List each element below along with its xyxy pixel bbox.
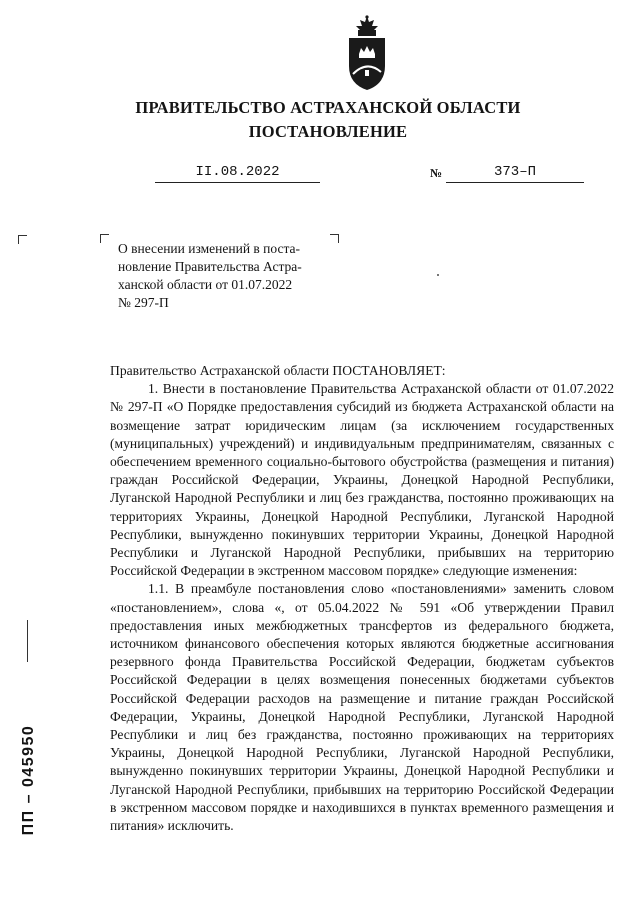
subject-corner-mark-left	[100, 234, 109, 243]
subject-line: новление Правительства Астра-	[118, 259, 302, 274]
government-title: ПРАВИТЕЛЬСТВО АСТРАХАНСКОЙ ОБЛАСТИ	[135, 98, 521, 117]
document-body	[110, 362, 614, 835]
document-type-title: ПОСТАНОВЛЕНИЕ	[248, 122, 408, 141]
document-subject	[118, 240, 332, 312]
subject-line: О внесении изменений в поста-	[118, 241, 301, 256]
document-date: II.08.2022	[155, 164, 320, 183]
serial-number: ПП – 045950	[20, 724, 37, 836]
margin-line-mark	[27, 620, 28, 662]
margin-serial-stamp	[14, 680, 44, 880]
number-label: №	[430, 166, 443, 180]
subject-line: № 297-П	[118, 295, 169, 310]
paragraph-1-1: 1.1. В преамбуле постановления слово «постановлениями» заменить словом «постановлением», слова «, от 05.04.2022 № 591 «Об утверждении Правил предоставления иных межбюджетных трансфертов из федерального бюджета, источником финансового обеспечения которых являются бюджетные ассигнования резервного фонда Правительства Российской Федерации, бюджетам субъектов Российской Федерации в целях возмещения понесенных бюджетами субъектов Российской Федерации расходов на размещение и питание граждан Российской Федерации, Украины, Донецкой Народной Республики, Луганской Народной Республики и лиц без гражданства, постоянно проживающих на территориях Украины, Донецкой Народной Республики, Луганской Народной Республики, вынужденно покинувших территории Украины, Донецкой Народной Республики и Луганской Народной Республики, прибывших на территорию Российской Федерации в экстренном массовом порядке и находившихся в пунктах временного размещения и питания» исключить.	[110, 581, 614, 834]
scan-dot	[437, 274, 439, 276]
opening-clause: Правительство Астраханской области ПОСТАНОВЛЯЕТ:	[110, 363, 446, 378]
subject-line: ханской области от 01.07.2022	[118, 277, 293, 292]
margin-corner-mark	[18, 235, 27, 244]
document-number: 373–П	[446, 164, 584, 183]
paragraph-1: 1. Внести в постановление Правительства Астраханской области от 01.07.2022 № 297-П «О Порядке предоставления субсидий из бюджета Астраханской области на возмещение затрат юридическим лицам (за исключением государственных (муниципальных) учреждений) и индивидуальным предпринимателям, связанных с обеспечением временного социально-бытового обустройства (размещения и питания) граждан Российской Федерации, Украины, Донецкой Народной Республики, Луганской Народной Республики и лиц без гражданства, постоянно проживающих на территориях Украины, Донецкой Народной Республики, Луганской Народной Республики, вынужденно покинувших территории Украины, Донецкой Народной Республики и Луганской Народной Республики, прибывших на территорию Российской Федерации в экстренном массовом порядке» следующие изменения:	[110, 381, 614, 579]
astrakhan-coat-of-arms-icon	[343, 14, 391, 92]
